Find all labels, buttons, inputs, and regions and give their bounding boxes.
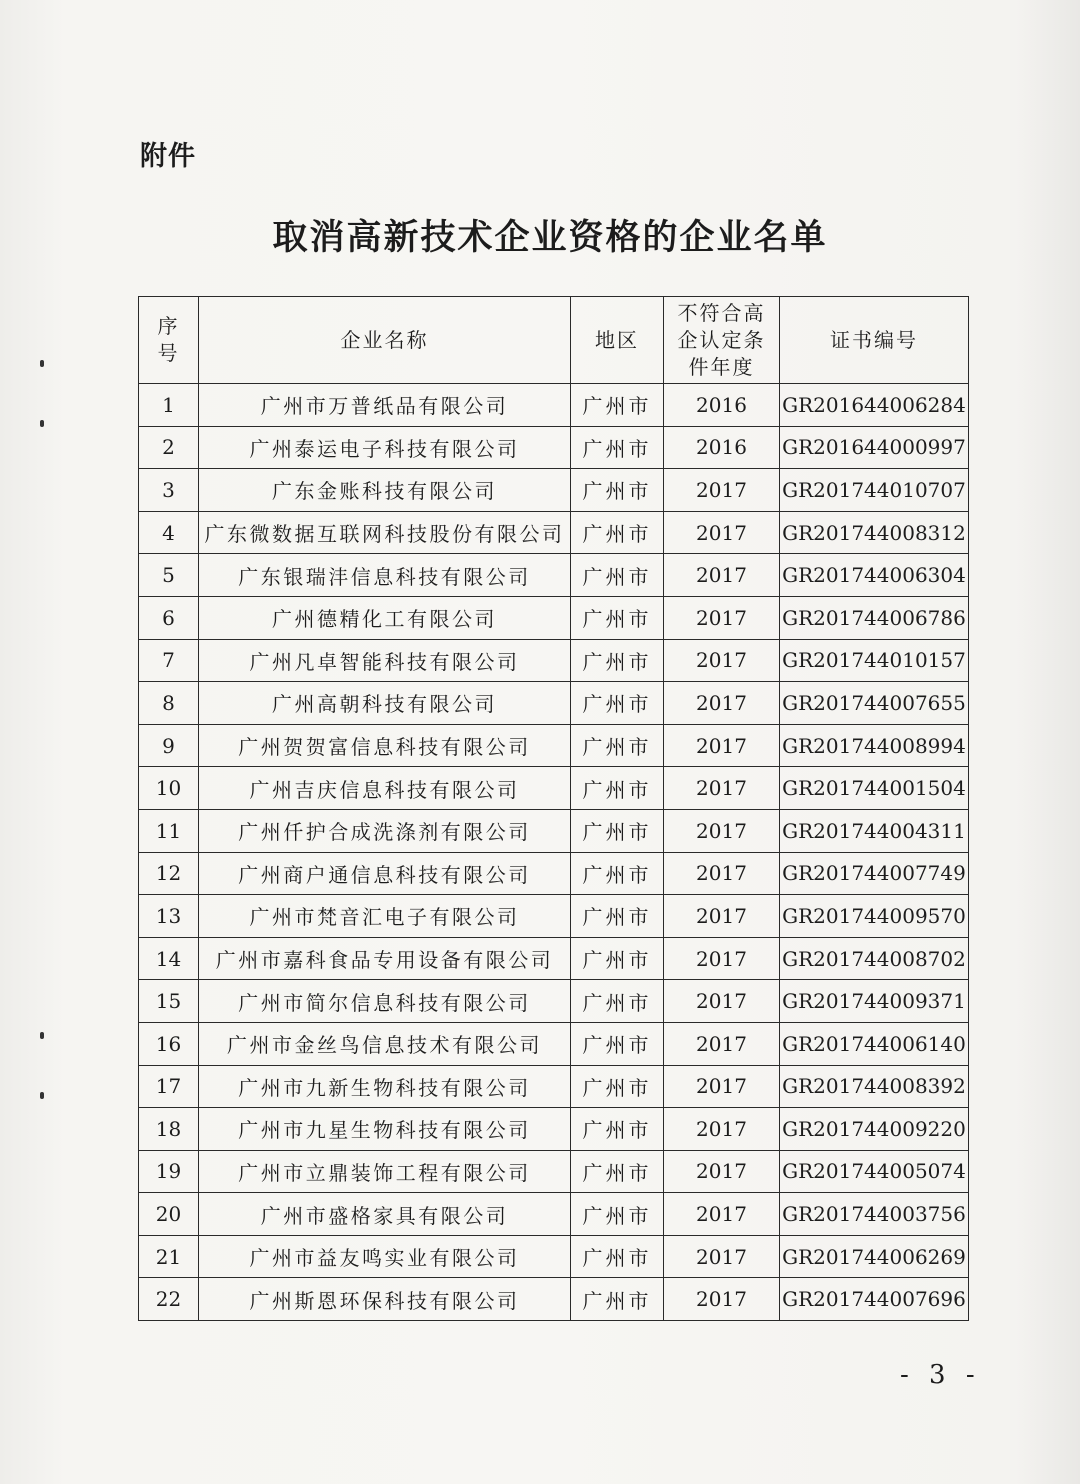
header-seq-line: 号 [157,341,180,365]
table-row [139,1150,969,1193]
row-number: 14 [139,937,199,980]
year: 2017 [664,1108,780,1151]
row-number: 21 [139,1235,199,1278]
company-name: 广州高朝科技有限公司 [199,682,571,725]
header-company-name: 企业名称 [199,297,571,384]
cert-number: GR201644000997 [780,426,969,469]
region: 广州市 [571,980,664,1023]
table-row [139,1278,969,1321]
year: 2017 [664,1150,780,1193]
year: 2016 [664,426,780,469]
row-number: 15 [139,980,199,1023]
table-row [139,426,969,469]
region: 广州市 [571,1235,664,1278]
region: 广州市 [571,1278,664,1321]
cert-number: GR201744008994 [780,724,969,767]
cert-number: GR201744009371 [780,980,969,1023]
table-row [139,511,969,554]
row-number: 2 [139,426,199,469]
cert-number: GR201744006269 [780,1235,969,1278]
table-row [139,980,969,1023]
header-region: 地区 [571,297,664,384]
company-name: 广州泰运电子科技有限公司 [199,426,571,469]
region: 广州市 [571,426,664,469]
table-row [139,1065,969,1108]
region: 广州市 [571,1065,664,1108]
row-number: 3 [139,469,199,512]
table-row [139,724,969,767]
cert-number: GR201744006786 [780,596,969,639]
company-name: 广州市简尔信息科技有限公司 [199,980,571,1023]
table-row [139,469,969,512]
header-year-line: 件年度 [688,354,755,379]
region: 广州市 [571,554,664,597]
region: 广州市 [571,469,664,512]
region: 广州市 [571,1150,664,1193]
region: 广州市 [571,937,664,980]
header-seq-line: 序 [157,314,180,338]
cert-number: GR201744006304 [780,554,969,597]
region: 广州市 [571,895,664,938]
cert-number: GR201744007696 [780,1278,969,1321]
year: 2017 [664,767,780,810]
year: 2017 [664,980,780,1023]
region: 广州市 [571,1022,664,1065]
table-row [139,1193,969,1236]
row-number: 16 [139,1022,199,1065]
year: 2017 [664,937,780,980]
year: 2017 [664,1193,780,1236]
row-number: 17 [139,1065,199,1108]
cert-number: GR201644006284 [780,384,969,427]
company-name: 广州市盛格家具有限公司 [199,1193,571,1236]
table-row [139,767,969,810]
table-row [139,639,969,682]
cert-number: GR201744010707 [780,469,969,512]
company-name: 广州贺贺富信息科技有限公司 [199,724,571,767]
table-row [139,554,969,597]
company-name: 广州仟护合成洗涤剂有限公司 [199,809,571,852]
company-name: 广东金账科技有限公司 [199,469,571,512]
table-row [139,384,969,427]
company-name: 广州市九星生物科技有限公司 [199,1108,571,1151]
year: 2017 [664,852,780,895]
table-row [139,809,969,852]
cert-number: GR201744008392 [780,1065,969,1108]
year: 2016 [664,384,780,427]
table-row [139,895,969,938]
company-name: 广州商户通信息科技有限公司 [199,852,571,895]
region: 广州市 [571,682,664,725]
region: 广州市 [571,639,664,682]
header-seq [139,297,199,384]
header-year [664,297,780,384]
region: 广州市 [571,596,664,639]
row-number: 22 [139,1278,199,1321]
year: 2017 [664,1065,780,1108]
year: 2017 [664,682,780,725]
company-name: 广东微数据互联网科技股份有限公司 [199,511,571,554]
row-number: 4 [139,511,199,554]
cert-number: GR201744003756 [780,1193,969,1236]
header-year-line: 企认定条 [677,327,766,352]
row-number: 18 [139,1108,199,1151]
company-name: 广州市梵音汇电子有限公司 [199,895,571,938]
table-row [139,1235,969,1278]
row-number: 5 [139,554,199,597]
year: 2017 [664,596,780,639]
company-name: 广州市万普纸品有限公司 [199,384,571,427]
table-header-row [139,297,969,384]
table-row [139,1108,969,1151]
company-name: 广州市立鼎装饰工程有限公司 [199,1150,571,1193]
document-title: 取消高新技术企业资格的企业名单 [272,218,828,258]
year: 2017 [664,511,780,554]
company-name: 广州吉庆信息科技有限公司 [199,767,571,810]
row-number: 8 [139,682,199,725]
row-number: 20 [139,1193,199,1236]
table-row [139,682,969,725]
year: 2017 [664,1278,780,1321]
year: 2017 [664,895,780,938]
cert-number: GR201744009570 [780,895,969,938]
year: 2017 [664,1022,780,1065]
header-cert-number: 证书编号 [780,297,969,384]
year: 2017 [664,724,780,767]
cert-number: GR201744004311 [780,809,969,852]
scan-specks [40,360,52,1110]
region: 广州市 [571,384,664,427]
region: 广州市 [571,1108,664,1151]
cert-number: GR201744006140 [780,1022,969,1065]
company-name: 广州斯恩环保科技有限公司 [199,1278,571,1321]
company-table [138,296,969,1321]
company-name: 广州德精化工有限公司 [199,596,571,639]
row-number: 10 [139,767,199,810]
cert-number: GR201744001504 [780,767,969,810]
region: 广州市 [571,809,664,852]
company-name: 广州市金丝鸟信息技术有限公司 [199,1022,571,1065]
region: 广州市 [571,724,664,767]
company-name: 广州市益友鸣实业有限公司 [199,1235,571,1278]
company-name: 广州凡卓智能科技有限公司 [199,639,571,682]
cert-number: GR201744008702 [780,937,969,980]
table-row [139,852,969,895]
region: 广州市 [571,511,664,554]
table-row [139,596,969,639]
cert-number: GR201744007749 [780,852,969,895]
company-name: 广东银瑞沣信息科技有限公司 [199,554,571,597]
cert-number: GR201744009220 [780,1108,969,1151]
row-number: 6 [139,596,199,639]
table-row [139,937,969,980]
cert-number: GR201744008312 [780,511,969,554]
year: 2017 [664,809,780,852]
table-body [139,384,969,1321]
company-name: 广州市九新生物科技有限公司 [199,1065,571,1108]
row-number: 7 [139,639,199,682]
page-number: - 3 - [900,1360,981,1390]
row-number: 19 [139,1150,199,1193]
cert-number: GR201744010157 [780,639,969,682]
table-row [139,1022,969,1065]
region: 广州市 [571,1193,664,1236]
row-number: 11 [139,809,199,852]
region: 广州市 [571,852,664,895]
header-year-line: 不符合高 [677,300,766,325]
region: 广州市 [571,767,664,810]
year: 2017 [664,1235,780,1278]
cert-number: GR201744005074 [780,1150,969,1193]
row-number: 9 [139,724,199,767]
attachment-label: 附件 [140,141,196,172]
row-number: 12 [139,852,199,895]
company-name: 广州市嘉科食品专用设备有限公司 [199,937,571,980]
year: 2017 [664,469,780,512]
year: 2017 [664,554,780,597]
row-number: 13 [139,895,199,938]
row-number: 1 [139,384,199,427]
year: 2017 [664,639,780,682]
cert-number: GR201744007655 [780,682,969,725]
